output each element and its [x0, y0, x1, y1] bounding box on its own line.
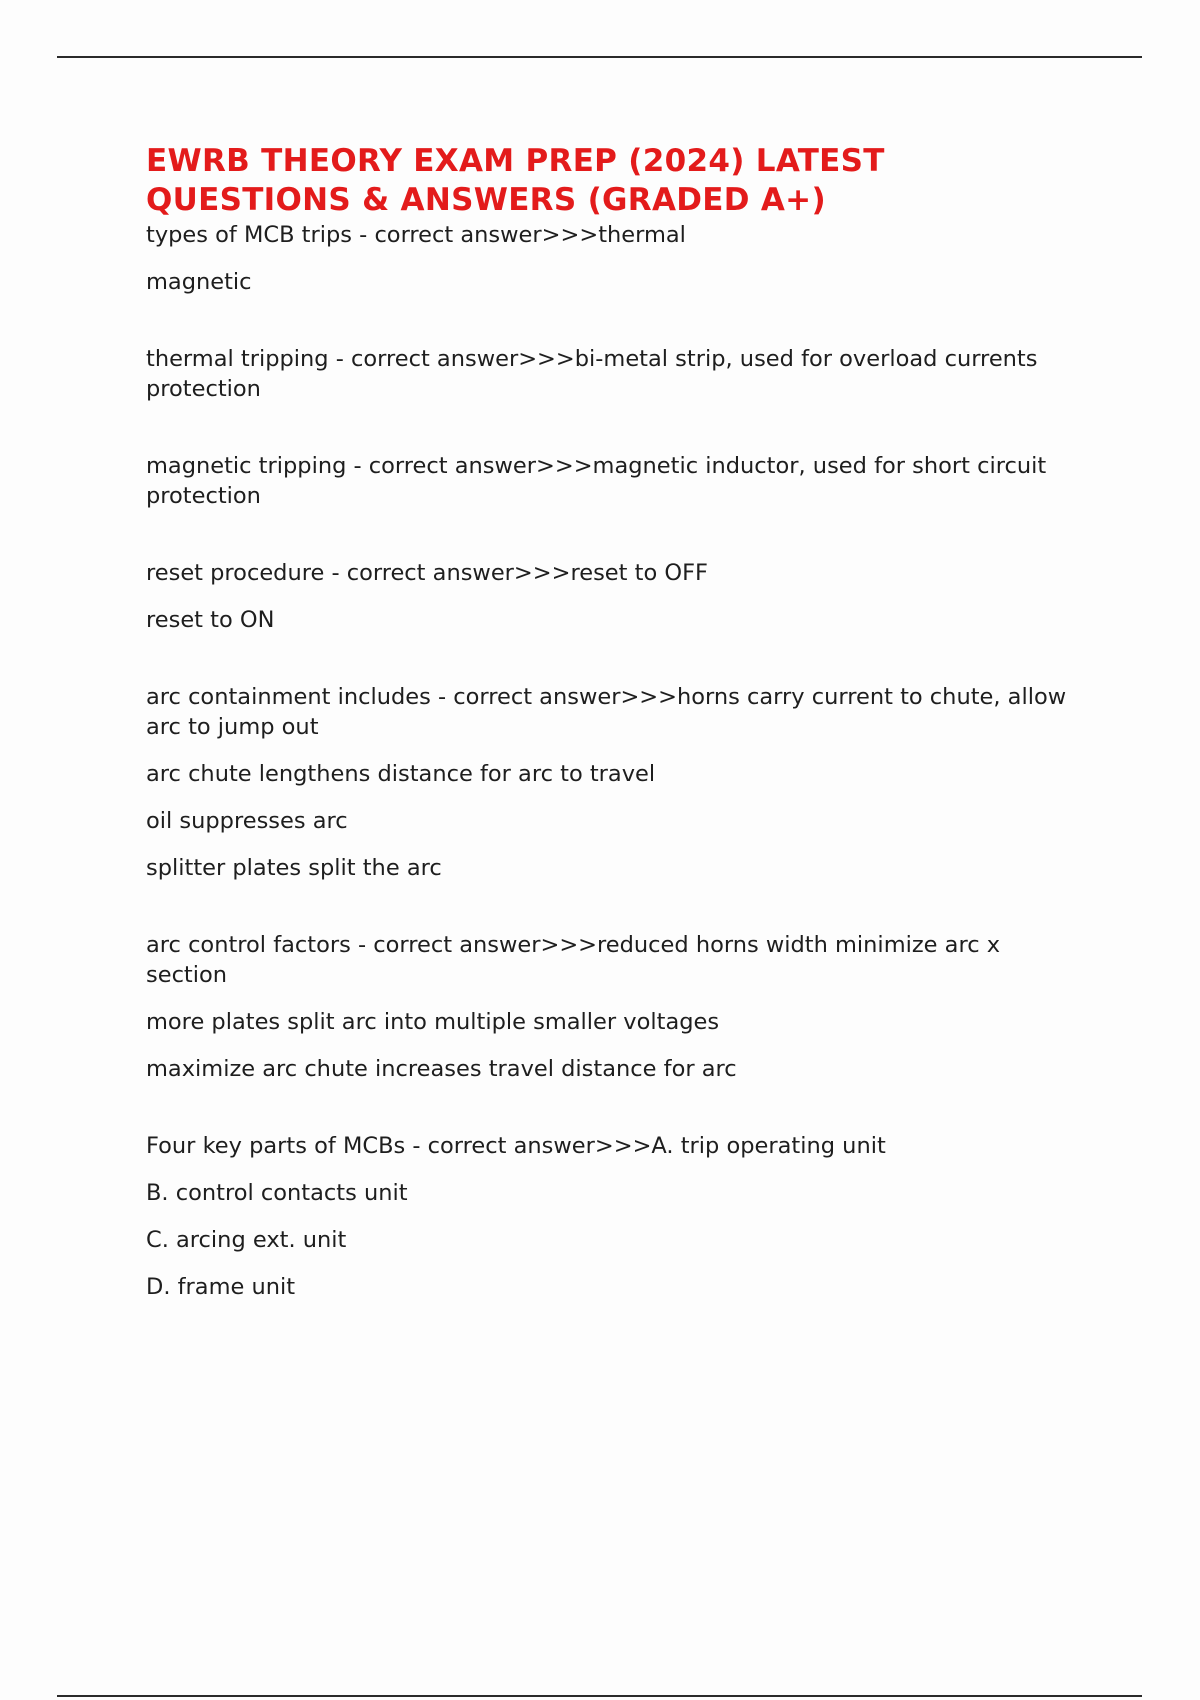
qa-line: types of MCB trips - correct answer>>>thermal	[146, 222, 686, 248]
qa-entry-thermal-tripping	[146, 344, 1086, 404]
qa-line: D. frame unit	[146, 1274, 296, 1300]
qa-line: arc control factors - correct answer>>>reduced horns width minimize arc x section	[146, 932, 1001, 988]
qa-entry-magnetic-tripping	[146, 451, 1086, 511]
qa-entry-reset-procedure	[146, 558, 1086, 635]
header-rule	[57, 56, 1142, 58]
qa-entry-arc-containment	[146, 682, 1086, 883]
qa-line: magnetic tripping - correct answer>>>magnetic inductor, used for short circuit protection	[146, 453, 1047, 509]
document-title	[146, 142, 1086, 220]
qa-line: B. control contacts unit	[146, 1180, 408, 1206]
qa-line: C. arcing ext. unit	[146, 1227, 347, 1253]
qa-line: Four key parts of MCBs - correct answer>>>A. trip operating unit	[146, 1133, 886, 1159]
title-line-2: QUESTIONS & ANSWERS (GRADED A+)	[146, 182, 826, 218]
qa-line: magnetic	[146, 269, 252, 295]
qa-line: arc chute lengthens distance for arc to travel	[146, 761, 656, 787]
qa-line: more plates split arc into multiple smaller voltages	[146, 1009, 720, 1035]
document-body	[146, 142, 1086, 1302]
qa-line: maximize arc chute increases travel distance for arc	[146, 1056, 737, 1082]
qa-entry-arc-control-factors	[146, 930, 1086, 1084]
qa-line: thermal tripping - correct answer>>>bi-metal strip, used for overload currents protection	[146, 346, 1038, 402]
qa-line: reset to ON	[146, 607, 275, 633]
title-line-1: EWRB THEORY EXAM PREP (2024) LATEST	[146, 143, 885, 179]
qa-entry-mcb-key-parts	[146, 1131, 1086, 1302]
qa-line: reset procedure - correct answer>>>reset to OFF	[146, 560, 708, 586]
qa-entry-mcb-trip-types	[146, 220, 1086, 297]
qa-line: splitter plates split the arc	[146, 855, 442, 881]
qa-line: arc containment includes - correct answer>>>horns carry current to chute, allow arc to jump out	[146, 684, 1067, 740]
qa-line: oil suppresses arc	[146, 808, 348, 834]
footer-rule	[57, 1695, 1142, 1697]
